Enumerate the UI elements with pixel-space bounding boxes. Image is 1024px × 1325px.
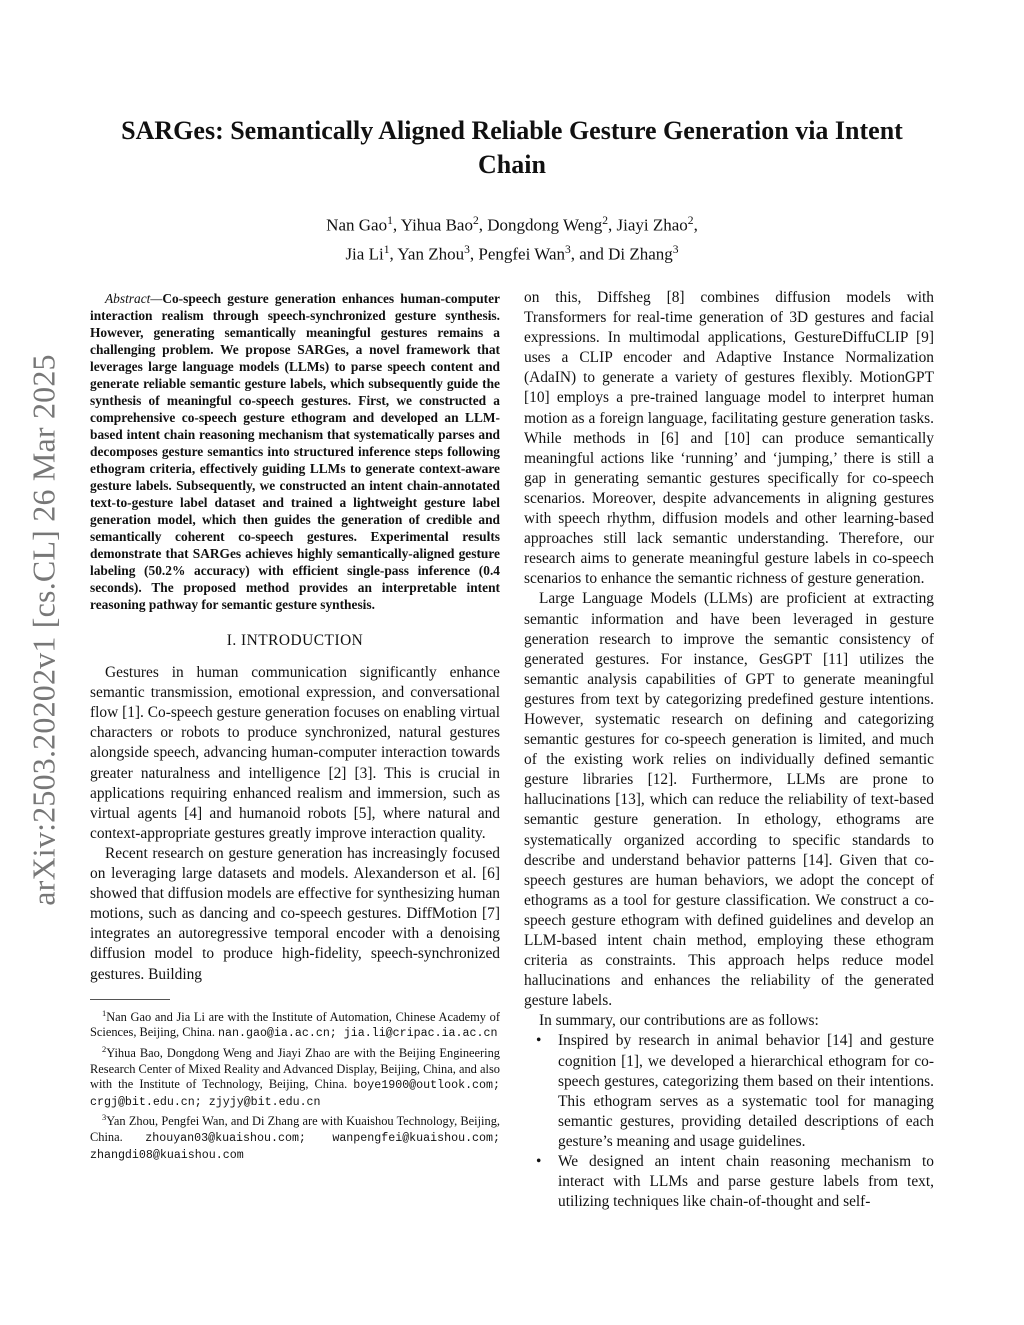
paper-title: SARGes: Semantically Aligned Reliable Gesture Generation via Intent Chain xyxy=(121,116,903,179)
author-name: Pengfei Wan xyxy=(478,244,565,264)
arxiv-identifier: arXiv:2503.20202v1 [cs.CL] 26 Mar 2025 xyxy=(25,354,62,906)
footnote-text: Nan Gao and Jia Li are with the Institute of Automation, Chinese Academy of Sciences, Beijing, China. xyxy=(90,1009,500,1040)
list-item-text: We designed an intent chain reasoning mechanism to interact with LLMs and parse gesture labels from text, utilizing techniques like chain-of-thought and self- xyxy=(558,1153,934,1211)
bullet-icon: • xyxy=(536,1153,542,1171)
bullet-icon: • xyxy=(536,1032,542,1050)
section-heading: I. INTRODUCTION xyxy=(226,632,364,649)
abstract xyxy=(90,290,500,613)
left-column xyxy=(90,290,500,1163)
author-name: Dongdong Weng xyxy=(487,215,603,235)
affiliation-mark: 3 xyxy=(464,242,470,256)
footnote-emails: boye1900@outlook.com; crgj@bit.edu.cn; zjyjy@bit.edu.cn xyxy=(90,1079,500,1109)
footnote-2 xyxy=(90,1042,500,1111)
author-line-1: Nan Gao$^1$, Yihua Bao$^2$, Dongdong Weng$^2$, Jiayi Zhao$^2$, xyxy=(326,214,698,235)
footnote-mark: 2 xyxy=(102,1043,107,1054)
author-name: Yan Zhou xyxy=(397,244,465,264)
footnotes xyxy=(90,1006,500,1164)
footnote-1 xyxy=(90,1006,500,1042)
list-item xyxy=(524,1152,934,1212)
footnote-text: Yan Zhou, Pengfei Wan, and Di Zhang are with Kuaishou Technology, Beijing, China. xyxy=(90,1114,500,1145)
author-block xyxy=(90,209,934,266)
abstract-dash: — xyxy=(150,291,163,306)
author-name: Jia Li xyxy=(345,244,384,264)
footnote-text: Yihua Bao, Dongdong Weng and Jiayi Zhao are with the Beijing Engineering Research Center of Mixed Reality and Advanced Display, Beijing, China, and also with the Institute of Technology, Beijing, China. xyxy=(90,1046,500,1092)
intro-paragraph-2-continued: on this, Diffsheg [8] combines diffusion models with Transformers for real-time generation of 3D gestures and facial expressions. In multimodal applications, GestureDiffuCLIP [9] uses a CLIP encoder and Adaptive Instance Normalization (AdaIN) to generate a variety of gestures flexibly. MotionGPT [10] employs a pre-trained language model to interpret human motion as a foreign language, facilitating gesture generation tasks. While methods in [6] and [10] can produce semantically meaningful actions like ‘running’ and ‘jumping,’ there is still a gap in generating semantic gestures specifically for co-speech scenarios. Moreover, despite advancements in aligning gestures with speech rhythm, diffusion models and other learning-based approaches still lack semantic understanding. Therefore, our research aims to generate meaningful gesture labels in co-speech scenarios to enhance the semantic richness of gesture generation. xyxy=(524,289,934,588)
contributions-list xyxy=(524,1031,934,1212)
intro-paragraph-1: Gestures in human communication significantly enhance semantic transmission, emotional expression, and conversational flow [1]. Co-speech gesture generation focuses on enabling virtual characters or robots to produce synchronized, natural gestures alongside speech, advancing human-computer interaction towards greater naturalness and intelligence [2] [3]. This is crucial in applications requiring enhanced realism and immersion, such as virtual agents [4] and humanoid robots [5], where natural and context-appropriate gestures greatly improve interaction quality. xyxy=(90,664,500,842)
footnote-3 xyxy=(90,1110,500,1163)
author-name: Di Zhang xyxy=(608,244,673,264)
affiliation-mark: 2 xyxy=(602,214,608,227)
footnote-mark: 1 xyxy=(102,1007,107,1018)
right-column xyxy=(524,288,934,1212)
footnote-divider xyxy=(90,999,170,1000)
abstract-text: Co-speech gesture generation enhances human-computer interaction realism through speech-synchronized gesture synthesis. However, generating semantically meaningful gestures remains a challenging problem. We propose SARGes, a novel framework that leverages large language models (LLMs) to parse speech content and generate reliable semantic gesture labels, which subsequently guide the synthesis of meaningful co-speech gestures. First, we constructed a comprehensive co-speech gesture ethogram and developed an LLM-based intent chain reasoning mechanism that systematically parses and decomposes gesture semantics into structured inference steps following ethogram criteria, effectively guiding LLMs to generate context-aware gesture labels. Subsequently, we constructed an intent chain-annotated text-to-gesture label dataset and trained a lightweight gesture label generation model, which then guides the generation of credible and semantically coherent co-speech gestures. Experimental results demonstrate that SARGes achieves highly semantically-aligned gesture labeling (50.2% accuracy) with efficient single-pass inference (0.4 seconds). The proposed method provides an interpretable intent reasoning pathway for semantic gesture synthesis. xyxy=(90,291,500,612)
author-line-2: Jia Li$^1$, Yan Zhou$^3$, Pengfei Wan$^3$, and Di Zhang$^3$ xyxy=(345,242,679,264)
intro-paragraph-3: Large Language Models (LLMs) are proficient at extracting semantic information and have been leveraged in gesture generation research to improve the semantic consistency of generated gestures. For instance, GesGPT [11] utilizes the semantic analysis capabilities of GPT to generate meaningful gestures from text by categorizing predefined gesture intentions. However, systematic research on defining and categorizing semantic gestures for co-speech generation is limited, and much of the existing work relies on individually defined semantic gesture libraries [12]. Furthermore, LLMs are prone to hallucinations [13], which can reduce the reliability of text-based semantic gesture generation. In ethology, ethograms are systematically organized according to specific standards to describe and understand behavior patterns [14]. Given that co-speech gestures are human behaviors, we adopt the concept of ethograms as a tool for gesture classification. We construct a co-speech gesture ethogram with defined guidelines and develop an LLM-based intent chain method, employing these ethogram criteria as constraints. This approach helps reduce model hallucinations and enhances the reliability of the generated gesture labels. xyxy=(524,590,934,1010)
list-item xyxy=(524,1031,934,1152)
list-item-text: Inspired by research in animal behavior [14] and gesture cognition [1], we developed a hierarchical ethogram for co-speech gestures, categorizing them based on their intentions. This ethogram serves as a systematic tool for managing semantic gestures, providing detailed descriptions of each gesture’s meaning and usage guidelines. xyxy=(558,1032,934,1150)
affiliation-mark: 1 xyxy=(387,214,393,227)
footnote-emails: nan.gao@ia.ac.cn; jia.li@cripac.ia.ac.cn xyxy=(218,1027,498,1041)
affiliation-mark: 2 xyxy=(472,214,479,227)
author-name: Nan Gao xyxy=(326,215,388,235)
affiliation-mark: 3 xyxy=(565,242,571,256)
intro-paragraph-2: Recent research on gesture generation has increasingly focused on leveraging large datasets and models. Alexanderson et al. [6] showed that diffusion models are effective for synthesizing human motions, such as dancing and co-speech gestures. DiffMotion [7] integrates an autoregressive temporal encoder with a denoising diffusion model to produce high-fidelity, speech-synchronized gestures. Building xyxy=(90,844,500,983)
contributions-intro: In summary, our contributions are as follows: xyxy=(539,1012,819,1030)
affiliation-mark: 3 xyxy=(672,242,679,256)
footnote-emails: zhouyan03@kuaishou.com; wanpengfei@kuaishou.com; zhangdi08@kuaishou.com xyxy=(90,1132,500,1162)
abstract-label: Abstract xyxy=(105,291,151,306)
affiliation-mark: 1 xyxy=(383,242,390,256)
footnote-mark: 3 xyxy=(102,1112,107,1123)
author-name: Yihua Bao xyxy=(400,215,473,235)
author-name: Jiayi Zhao xyxy=(616,215,688,235)
affiliation-mark: 2 xyxy=(687,214,694,227)
